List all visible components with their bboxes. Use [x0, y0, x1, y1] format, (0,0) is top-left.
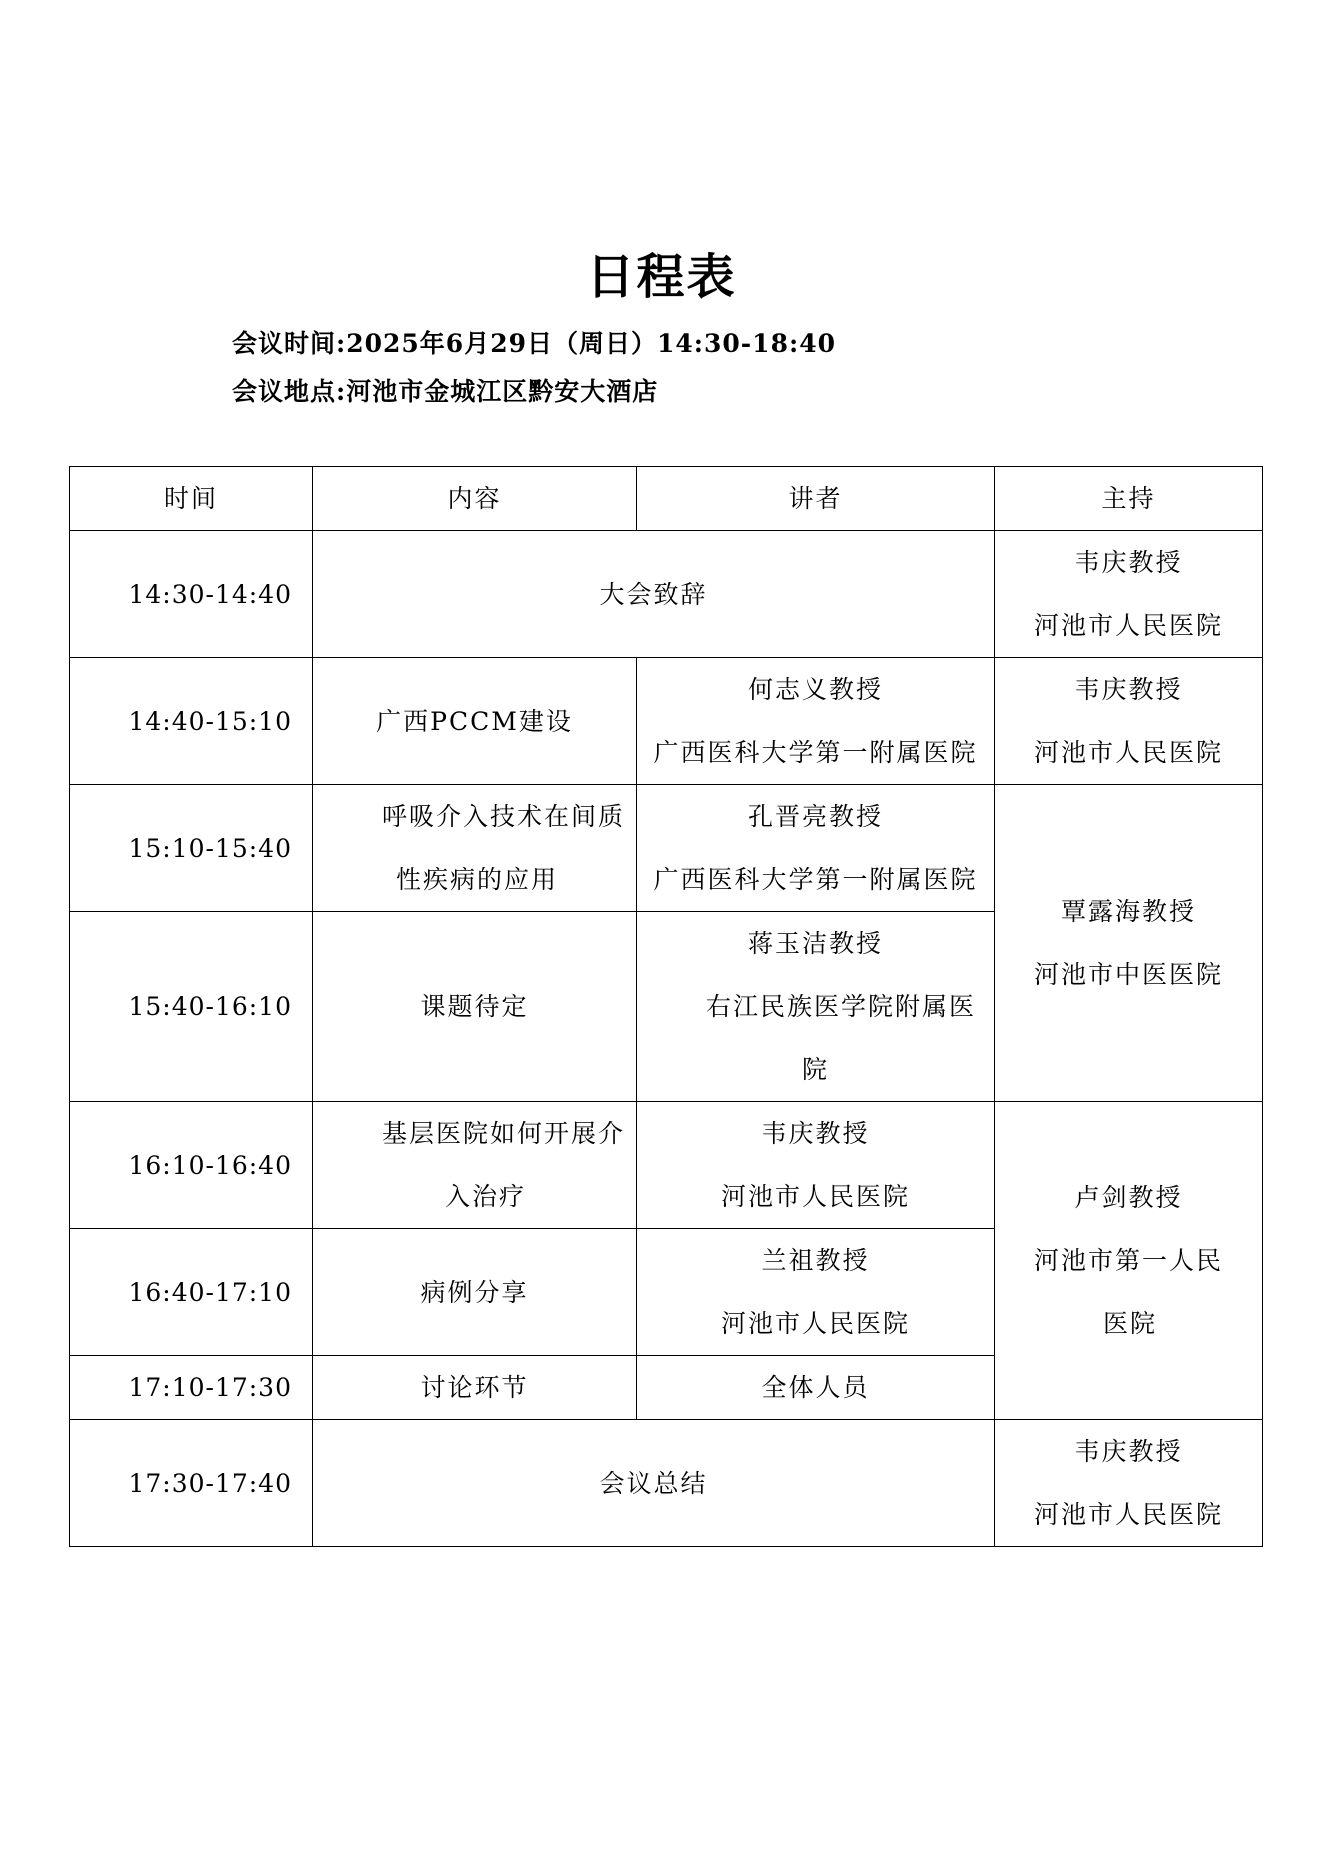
content-cell: 会议总结: [313, 1420, 995, 1547]
host-affiliation: 医院: [1103, 1309, 1158, 1338]
table-row: [70, 785, 1263, 912]
host-name: 韦庆教授: [1074, 548, 1183, 577]
host-cell: [995, 531, 1263, 658]
host-affiliation: 河池市中医医院: [1033, 960, 1223, 989]
schedule-table: [69, 466, 1263, 1547]
meeting-time: 会议时间:2025年6月29日（周日）14:30-18:40: [232, 329, 836, 358]
meeting-place: 会议地点:河池市金城江区黔安大酒店: [232, 377, 659, 406]
host-cell: [995, 658, 1263, 785]
speaker-cell: [637, 658, 995, 785]
table-header-row: [70, 467, 1263, 531]
time-cell: 16:10-16:40: [70, 1102, 313, 1229]
speaker-affiliation: 河池市人民医院: [720, 1309, 910, 1338]
speaker-cell: [637, 1102, 995, 1229]
host-affiliation: 河池市人民医院: [1033, 1500, 1223, 1529]
speaker-cell: [637, 912, 995, 1102]
content-cell: 病例分享: [313, 1229, 637, 1356]
speaker-cell: 全体人员: [637, 1356, 995, 1420]
host-name: 韦庆教授: [1074, 1437, 1183, 1466]
header-content: 内容: [313, 467, 637, 531]
content-line: 入治疗: [445, 1182, 527, 1211]
host-affiliation: 河池市人民医院: [1033, 738, 1223, 767]
time-cell: 15:10-15:40: [70, 785, 313, 912]
time-cell: 14:40-15:10: [70, 658, 313, 785]
page-title: 日程表: [586, 249, 737, 305]
table-row: [70, 658, 1263, 785]
host-affiliation: 河池市第一人民: [1033, 1246, 1223, 1275]
content-cell: 讨论环节: [313, 1356, 637, 1420]
speaker-name: 兰祖教授: [761, 1246, 870, 1275]
header-time: 时间: [70, 467, 313, 531]
host-name: 韦庆教授: [1074, 675, 1183, 704]
header-speaker: 讲者: [637, 467, 995, 531]
host-cell: [995, 1420, 1263, 1547]
content-line: 呼吸介入技术在间质: [382, 802, 626, 831]
speaker-affiliation: 广西医科大学第一附属医院: [653, 865, 978, 894]
content-line: 基层医院如何开展介: [382, 1119, 626, 1148]
speaker-affiliation: 河池市人民医院: [720, 1182, 910, 1211]
host-cell: [995, 1102, 1263, 1420]
host-affiliation: 河池市人民医院: [1033, 611, 1223, 640]
table-row: [70, 1102, 1263, 1229]
table-row: [70, 531, 1263, 658]
speaker-affiliation: 院: [801, 1055, 829, 1084]
speaker-name: 韦庆教授: [761, 1119, 870, 1148]
speaker-name: 孔晋亮教授: [747, 802, 883, 831]
time-cell: 15:40-16:10: [70, 912, 313, 1102]
content-cell: 大会致辞: [313, 531, 995, 658]
time-cell: 17:10-17:30: [70, 1356, 313, 1420]
content-cell: 广西PCCM建设: [313, 658, 637, 785]
content-cell: 课题待定: [313, 912, 637, 1102]
speaker-affiliation: 右江民族医学院附属医: [705, 992, 976, 1021]
table-row: [70, 1420, 1263, 1547]
host-name: 覃露海教授: [1060, 897, 1196, 926]
time-cell: 17:30-17:40: [70, 1420, 313, 1547]
content-line: 性疾病的应用: [396, 865, 559, 894]
speaker-cell: [637, 1229, 995, 1356]
host-cell: [995, 785, 1263, 1102]
content-cell: [313, 785, 637, 912]
speaker-name: 何志义教授: [747, 675, 883, 704]
time-cell: 16:40-17:10: [70, 1229, 313, 1356]
host-name: 卢剑教授: [1074, 1183, 1183, 1212]
time-cell: 14:30-14:40: [70, 531, 313, 658]
header-host: 主持: [995, 467, 1263, 531]
content-cell: [313, 1102, 637, 1229]
speaker-cell: [637, 785, 995, 912]
speaker-name: 蒋玉洁教授: [747, 929, 883, 958]
speaker-affiliation: 广西医科大学第一附属医院: [653, 738, 978, 767]
